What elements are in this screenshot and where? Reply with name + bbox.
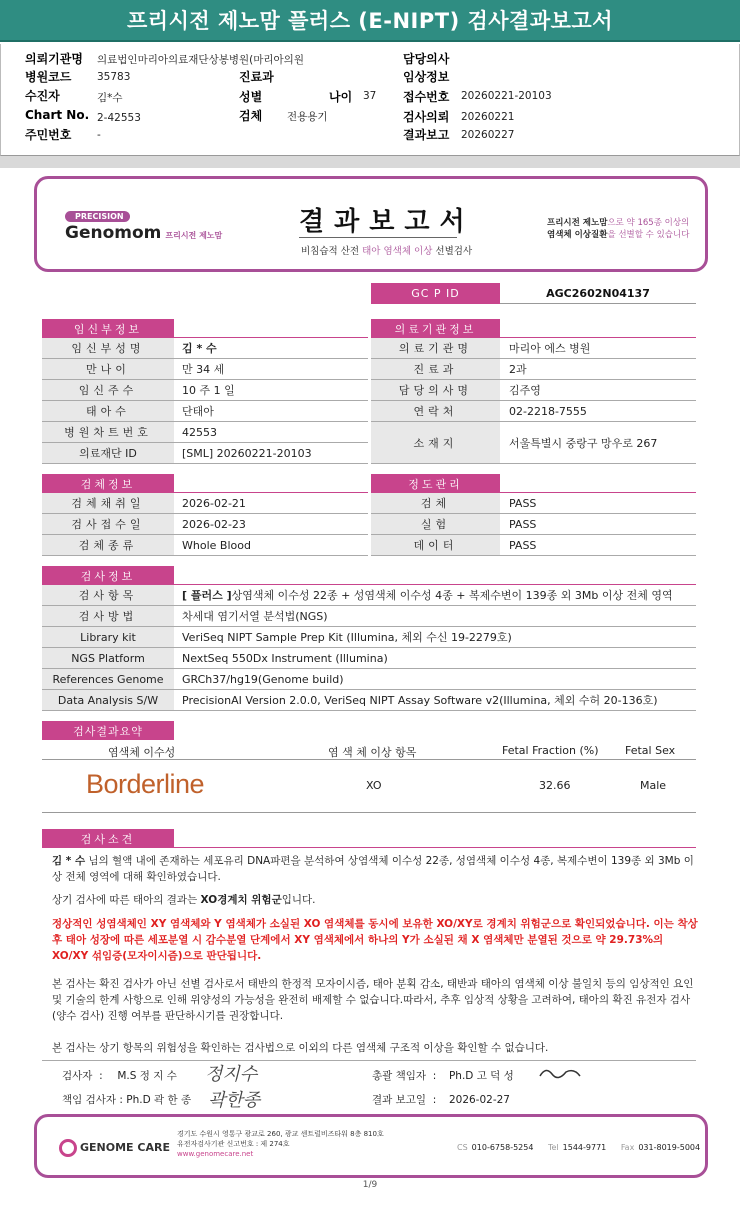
row-key: Data Analysis S/W bbox=[42, 690, 174, 710]
chief-row: 총괄 책임자 : Ph.D 고 덕 성 bbox=[372, 1070, 514, 1082]
row-value: VeriSeq NIPT Sample Prep Kit (Illumina, 체외 수신 19-2279호) bbox=[182, 631, 512, 644]
label-doctor: 담당의사 bbox=[403, 52, 450, 66]
report-main-title: 결과보고서 bbox=[299, 207, 475, 237]
footer-contact bbox=[457, 1143, 700, 1152]
tester-name: M.S 정 지 수 bbox=[117, 1070, 177, 1082]
genomecare-logo bbox=[59, 1139, 170, 1157]
resp-label: 책임 검사자 bbox=[62, 1094, 117, 1106]
opinion-paragraph-3: 정상적인 성염색체인 XY 염색체와 Y 염색체가 소실된 XO 염색체를 동시에 보유한 XO/XY로 경계치 위험군으로 확인되었습니다. 이는 착상 후 태아 성장에 따른 세포분열 시 감수분열 단계에서 XY 염색체에서 하나의 Y가 소실된 채 X 염색체만 분열된 것으로 약 29.73%의 XO/XY 섞임증(모자이시즘)으로 판단됩니다. bbox=[52, 918, 698, 962]
report-date: 2026-02-27 bbox=[448, 1094, 510, 1106]
resp-name: Ph.D 곽 한 종 bbox=[126, 1094, 192, 1106]
info-row bbox=[371, 493, 696, 514]
row-key: 연락처 bbox=[371, 401, 500, 421]
row-value: 2과 bbox=[509, 363, 527, 376]
row-value: PASS bbox=[509, 517, 537, 531]
info-row bbox=[42, 493, 368, 514]
row-key: 검사항목 bbox=[42, 585, 174, 605]
row-value: 김주영 bbox=[509, 384, 541, 397]
footer-url[interactable]: www.genomecare.net bbox=[177, 1150, 254, 1158]
value-org: 의료법인마리아의료재단상봉병원(마리아의원 bbox=[97, 54, 304, 66]
report-title: 프리시전 제노맘 플러스 (E-NIPT) 검사결과보고서 bbox=[127, 9, 613, 33]
section-institution-info: 의료기관정보 bbox=[371, 319, 500, 338]
opinion-paragraph-5: 본 검사는 상기 항목의 위험성을 확인하는 검사법으로 이외의 다른 염색체 구조적 이상을 확인할 수 없습니다. bbox=[52, 1042, 549, 1054]
tagline-2: 을 선별할 수 있습니다 bbox=[607, 230, 690, 240]
opinion-p2-pre: 상기 검사에 따른 태아의 결과는 bbox=[52, 894, 201, 906]
row-value: PASS bbox=[509, 538, 537, 552]
precision-badge: PRECISION bbox=[65, 211, 130, 222]
report-title-bar bbox=[0, 0, 740, 42]
row-value-bold: [ 플러스 ] bbox=[182, 589, 232, 602]
report-page bbox=[0, 168, 740, 1208]
row-key: 의료재단 ID bbox=[42, 443, 174, 463]
row-value: [SML] 20260221-20103 bbox=[182, 446, 312, 460]
row-value: PrecisionAI Version 2.0.0, VeriSeq NIPT Assay Software v2(Illumina, 체외 수허 20-136호) bbox=[182, 694, 658, 707]
row-key: 병원차트번호 bbox=[42, 422, 174, 442]
tagline-2-bold: 염색체 이상질환 bbox=[547, 230, 608, 240]
divider bbox=[42, 847, 696, 848]
row-key: 소재지 bbox=[371, 422, 500, 463]
label-receipt-no: 접수번호 bbox=[403, 90, 450, 104]
summary-col-aneuploidy: 염색체 이수성 bbox=[108, 746, 176, 759]
row-value: NextSeq 550Dx Instrument (Illumina) bbox=[182, 651, 388, 665]
fax-label: Fax bbox=[620, 1143, 635, 1152]
opinion-patient-name: 김 * 수 bbox=[52, 855, 86, 867]
row-value: 2026-02-23 bbox=[182, 517, 246, 531]
label-rrn: 주민번호 bbox=[25, 128, 72, 142]
date-row: 결과 보고일 : 2026-02-27 bbox=[372, 1094, 510, 1106]
genomecare-name: GENOME CARE bbox=[80, 1141, 170, 1154]
row-key: 임신부성명 bbox=[42, 338, 174, 358]
subtitle-highlight: 태아 염색체 이상 bbox=[362, 246, 433, 257]
info-row bbox=[42, 514, 368, 535]
info-row bbox=[371, 514, 696, 535]
report-header-card bbox=[34, 176, 708, 272]
info-row bbox=[42, 338, 368, 359]
section-specimen-info: 검체정보 bbox=[42, 474, 174, 493]
row-key: 검사방법 bbox=[42, 606, 174, 626]
section-test-info: 검사정보 bbox=[42, 566, 174, 585]
info-row bbox=[42, 443, 368, 464]
summary-col-ff: Fetal Fraction (%) bbox=[502, 744, 599, 757]
tagline-1: 으로 약 165종 이상의 bbox=[607, 218, 690, 228]
row-key: References Genome bbox=[42, 669, 174, 689]
value-report-date: 20260227 bbox=[461, 129, 515, 141]
result-fetal-fraction: 32.66 bbox=[539, 779, 571, 792]
chief-label: 총괄 책임자 bbox=[372, 1070, 427, 1082]
opinion-p2-post: 입니다. bbox=[281, 894, 316, 906]
info-row bbox=[371, 380, 696, 401]
page-number: 1/9 bbox=[362, 1180, 378, 1190]
value-request-date: 20260221 bbox=[461, 111, 515, 123]
row-key: 진료과 bbox=[371, 359, 500, 379]
resp-row: 책임 검사자 : Ph.D 곽 한 종 bbox=[62, 1094, 192, 1106]
row-value-text: 상염색체 이수성 22종 + 성염색체 이수성 4종 + 복제수변이 139종 외 3Mb 이상 전체 영역 bbox=[231, 589, 673, 602]
tel-number: 1544-9771 bbox=[562, 1143, 607, 1152]
row-key: 임신주수 bbox=[42, 380, 174, 400]
info-row bbox=[42, 648, 696, 669]
row-value: Whole Blood bbox=[182, 538, 251, 552]
row-key: 데이터 bbox=[371, 535, 500, 555]
info-row bbox=[371, 422, 696, 464]
summary-header-row bbox=[42, 740, 696, 760]
info-row bbox=[42, 422, 368, 443]
footer-address bbox=[177, 1129, 384, 1159]
label-hospital-code: 병원코드 bbox=[25, 70, 72, 84]
info-row bbox=[371, 535, 696, 556]
title-underline bbox=[299, 237, 457, 238]
opinion-paragraph-2 bbox=[52, 892, 702, 908]
row-value: 차세대 염기서열 분석법(NGS) bbox=[182, 610, 328, 623]
value-collector: 김*수 bbox=[97, 92, 123, 104]
section-summary: 검사결과요약 bbox=[42, 721, 174, 740]
section-opinion: 검사소견 bbox=[42, 829, 174, 848]
label-request: 검사의뢰 bbox=[403, 110, 450, 124]
row-value: GRCh37/hg19(Genome build) bbox=[182, 672, 344, 686]
info-row bbox=[42, 606, 696, 627]
row-key: 만나이 bbox=[42, 359, 174, 379]
value-rrn: - bbox=[97, 129, 101, 141]
label-clinical: 임상정보 bbox=[403, 70, 450, 84]
value-receipt-no: 20260221-20103 bbox=[461, 90, 552, 102]
page-gap bbox=[0, 156, 740, 168]
section-pregnant-info: 임신부정보 bbox=[42, 319, 174, 338]
row-key: 검체채취일 bbox=[42, 493, 174, 513]
opinion-paragraph-4: 본 검사는 확진 검사가 아닌 선별 검사로서 태반의 한정적 모자이시즘, 태아 분획 감소, 태반과 태아의 염색체 이상 불일치 등의 임상적인 요인 및 기술의 한계 사항으로 인해 위양성의 가능성을 완전히 배제할 수 없습니다.따라서, 추후 임상적 상황을 고려하여, 태아의 확진 유전자 검사(양수 검사) 진행 여부를 판단하시기를 권장합니다. bbox=[52, 978, 694, 1022]
row-key: 실험 bbox=[371, 514, 500, 534]
row-value: 마리아 에스 병원 bbox=[509, 342, 591, 355]
result-fetal-sex: Male bbox=[640, 779, 667, 792]
gcpid-label: GC P ID bbox=[371, 283, 500, 304]
address-line-1: 경기도 수원시 영통구 광교로 260, 광교 센트럴비즈타워 8층 810호 bbox=[177, 1130, 384, 1138]
chief-name: Ph.D 고 덕 성 bbox=[448, 1070, 514, 1082]
info-row bbox=[42, 690, 696, 711]
label-collector: 수진자 bbox=[25, 89, 60, 103]
row-value bbox=[182, 585, 673, 605]
label-dept: 진료과 bbox=[239, 70, 274, 84]
row-key: 검체종류 bbox=[42, 535, 174, 555]
subtitle-post: 선별검사 bbox=[432, 246, 473, 257]
info-row bbox=[42, 669, 696, 690]
info-row bbox=[371, 359, 696, 380]
date-label: 결과 보고일 bbox=[372, 1094, 427, 1106]
opinion-p1-text: 님의 혈액 내에 존재하는 세포유리 DNA파편을 분석하여 상염색체 이수성 22종, 성염색체 이수성 4종, 복제수변이 139종 외 3Mb 이상 전체 영역에 대해 확인하였습니다. bbox=[52, 855, 694, 883]
result-borderline: Borderline bbox=[86, 769, 205, 799]
row-value: 김 * 수 bbox=[182, 342, 217, 355]
info-row bbox=[371, 401, 696, 422]
subtitle-pre: 비침습적 산전 bbox=[301, 246, 363, 257]
info-row bbox=[42, 627, 696, 648]
row-key: 담당의사명 bbox=[371, 380, 500, 400]
row-value: 2026-02-21 bbox=[182, 496, 246, 510]
tester-label: 검사자 bbox=[62, 1070, 93, 1082]
fax-number: 031-8019-5004 bbox=[638, 1143, 701, 1152]
row-key: 의료기관명 bbox=[371, 338, 500, 358]
gcpid-value: AGC2602N04137 bbox=[500, 283, 696, 304]
value-age: 37 bbox=[363, 90, 377, 102]
cs-number: 010-6758-5254 bbox=[471, 1143, 534, 1152]
label-specimen: 검체 bbox=[239, 109, 263, 123]
value-specimen: 전용용기 bbox=[287, 111, 328, 123]
row-value: 02-2218-7555 bbox=[509, 404, 587, 418]
genomom-logo bbox=[65, 223, 222, 243]
info-row bbox=[42, 380, 368, 401]
label-org: 의뢰기관명 bbox=[25, 52, 83, 66]
summary-col-item: 염 색 체 이상 항목 bbox=[328, 746, 417, 759]
value-chart-no: 2-42553 bbox=[97, 112, 141, 124]
row-value: 10 주 1 일 bbox=[182, 384, 235, 397]
row-key: 검사접수일 bbox=[42, 514, 174, 534]
divider bbox=[42, 1060, 696, 1061]
label-sex: 성별 bbox=[239, 90, 263, 104]
tagline-1-bold: 프리시전 제노맘 bbox=[547, 218, 608, 228]
info-row bbox=[42, 585, 696, 606]
info-row bbox=[42, 401, 368, 422]
report-subtitle bbox=[301, 243, 472, 257]
brand-sub: 프리시전 제노맘 bbox=[165, 231, 223, 240]
patient-header bbox=[0, 44, 740, 156]
opinion-p2-bold: XO경계치 위험군 bbox=[200, 894, 282, 906]
cs-label: CS bbox=[457, 1143, 468, 1152]
chief-signature bbox=[536, 1064, 584, 1082]
section-quality: 정도관리 bbox=[371, 474, 500, 493]
value-hospital-code: 35783 bbox=[97, 71, 131, 83]
label-report: 결과보고 bbox=[403, 128, 450, 142]
tester-signature: 정지수 bbox=[205, 1064, 258, 1085]
genomecare-icon bbox=[59, 1139, 77, 1157]
opinion-paragraph-1 bbox=[52, 853, 702, 885]
header-tagline bbox=[547, 217, 689, 241]
summary-result-row bbox=[42, 761, 696, 813]
row-key: 태아수 bbox=[42, 401, 174, 421]
info-row bbox=[42, 359, 368, 380]
info-row bbox=[42, 535, 368, 556]
resp-signature: 곽한종 bbox=[208, 1090, 261, 1111]
row-key: 검체 bbox=[371, 493, 500, 513]
row-value: 만 34 세 bbox=[182, 363, 225, 376]
row-value: 단태아 bbox=[182, 405, 214, 418]
tester-row: 검사자 : M.S 정 지 수 bbox=[62, 1070, 177, 1082]
row-key: Library kit bbox=[42, 627, 174, 647]
tel-label: Tel bbox=[547, 1143, 559, 1152]
address-line-2: 유전자검사기관 신고번호 : 제 274호 bbox=[177, 1140, 290, 1148]
label-chart-no: Chart No. bbox=[25, 108, 90, 122]
brand-name: Genomom bbox=[65, 223, 162, 243]
row-key: NGS Platform bbox=[42, 648, 174, 668]
footer-card bbox=[34, 1114, 708, 1178]
row-value: 서울특별시 중랑구 망우로 267 bbox=[509, 436, 658, 450]
row-value: PASS bbox=[509, 496, 537, 510]
info-row bbox=[371, 338, 696, 359]
label-age: 나이 bbox=[329, 90, 353, 104]
result-item: XO bbox=[366, 779, 382, 792]
summary-col-sex: Fetal Sex bbox=[625, 744, 676, 757]
row-value: 42553 bbox=[182, 425, 217, 439]
